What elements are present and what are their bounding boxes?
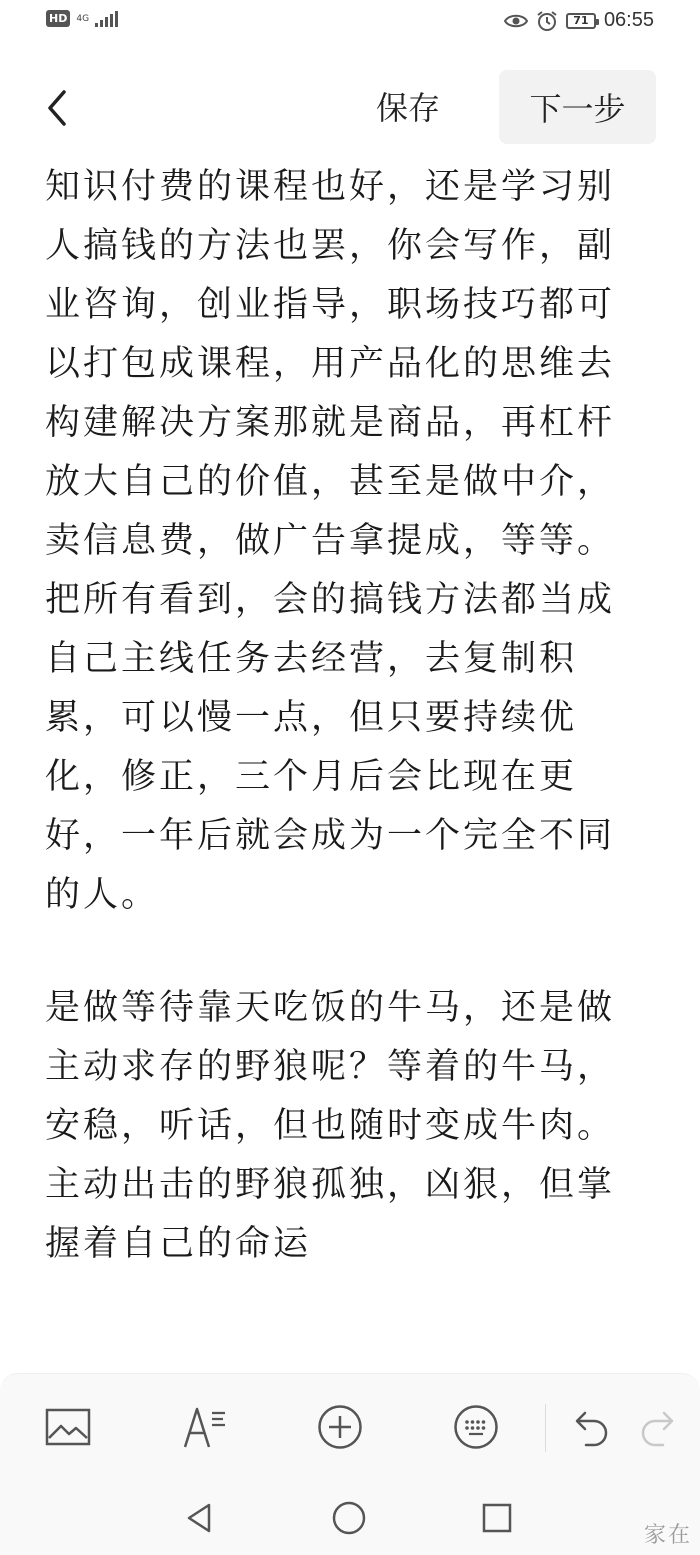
hd-badge: HD [46,10,70,27]
next-step-button[interactable]: 下一步 [499,70,656,144]
nav-back-button[interactable] [178,1496,222,1540]
keyboard-icon [453,1404,499,1450]
undo-button[interactable] [565,1402,615,1452]
navigation-bar [0,1478,700,1555]
text-line: 卖信息费，做广告拿提成，等等。 [45,521,616,561]
text-line: 构建解决方案那就是商品，再杠杆 [45,403,616,443]
undo-icon [568,1407,612,1447]
nav-recents-button[interactable] [475,1496,519,1540]
square-recents-icon [480,1501,514,1535]
text-line: 是做等待靠天吃饭的牛马，还是做 [45,988,616,1028]
text-line: 主动出击的野狼孤独，凶狠，但掌 [45,1165,616,1205]
image-icon [45,1408,91,1446]
text-line: 好，一年后就会成为一个完全不同 [45,816,616,856]
editor-toolbar [0,1373,700,1479]
paragraph-1 [45,158,657,925]
paragraph-2 [45,979,657,1274]
insert-image-button[interactable] [43,1402,93,1452]
back-button[interactable] [40,86,80,130]
text-line: 握着自己的命运 [45,1224,312,1264]
text-format-button[interactable] [180,1402,230,1452]
toolbar-divider [545,1404,546,1452]
text-line: 业咨询，创业指导，职场技巧都可 [45,285,616,325]
status-bar [0,0,700,46]
keyboard-button[interactable] [451,1402,501,1452]
signal-icon [95,11,118,27]
chevron-left-icon [40,86,80,130]
save-button[interactable]: 保存 [376,89,441,127]
eye-icon [504,12,528,30]
redo-button[interactable] [634,1402,684,1452]
insert-button[interactable] [315,1402,365,1452]
text-line: 以打包成课程，用产品化的思维去 [45,344,616,384]
text-line: 把所有看到，会的搞钱方法都当成 [45,580,616,620]
circle-home-icon [331,1500,367,1536]
triangle-back-icon [183,1501,217,1535]
text-line: 的人。 [45,875,160,915]
plus-circle-icon [317,1404,363,1450]
text-format-icon [181,1405,229,1449]
text-line: 主动求存的野狼呢？等着的牛马， [45,1047,616,1087]
alarm-icon [536,10,558,32]
editor-content[interactable] [45,158,657,1274]
nav-home-button[interactable] [327,1496,371,1540]
text-line: 自己主线任务去经营，去复制积 [45,639,578,679]
text-line: 累，可以慢一点，但只要持续优 [45,698,578,738]
text-line: 人搞钱的方法也罢，你会写作，副 [45,226,616,266]
watermark: 家在 [643,1523,692,1548]
text-line: 知识付费的课程也好，还是学习别 [45,167,616,207]
battery-icon: 71 [566,13,596,29]
network-label: 4G [76,13,90,24]
text-line: 化，修正，三个月后会比现在更 [45,757,578,797]
text-line: 安稳，听话，但也随时变成牛肉。 [45,1106,616,1146]
status-time: 06:55 [603,9,654,31]
status-left [46,10,118,27]
redo-icon [637,1407,681,1447]
text-line: 放大自己的价值，甚至是做中介， [45,462,616,502]
status-right [504,9,654,32]
